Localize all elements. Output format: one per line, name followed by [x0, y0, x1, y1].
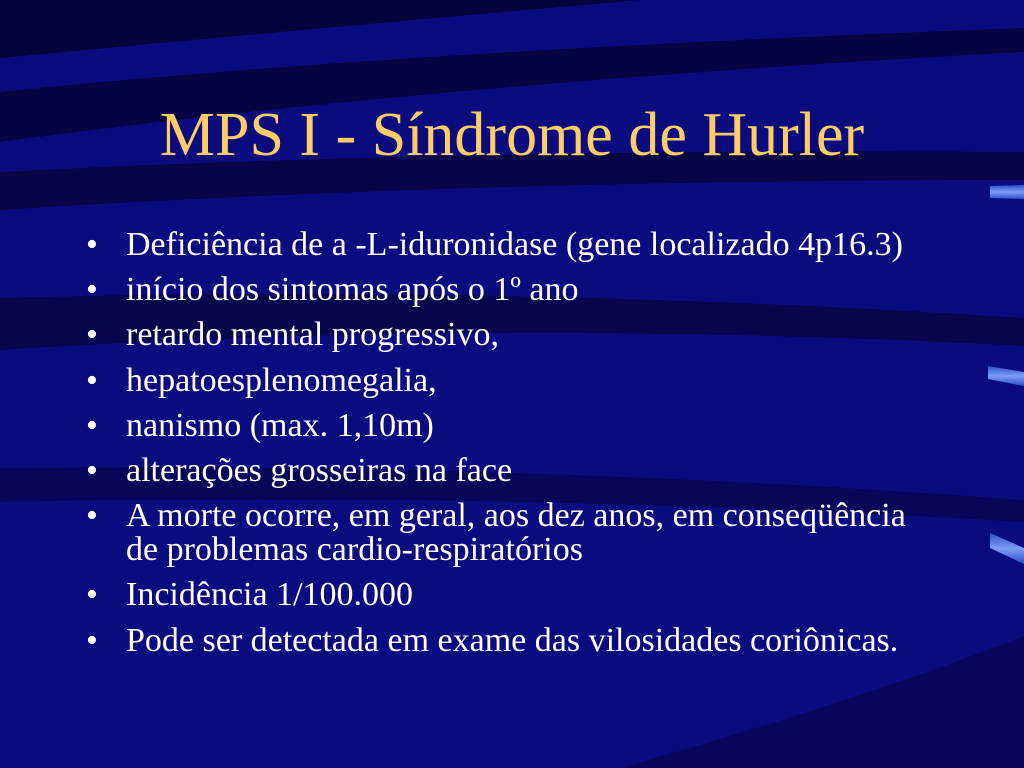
bullet-text: A morte ocorre, em geral, aos dez anos, em conseqüência de problemas cardio-respiratórios: [126, 497, 906, 569]
bullet-text: retardo mental progressivo,: [126, 316, 499, 354]
bullet-item: [0, 228, 1024, 262]
bullet-text: alterações grosseiras na face: [126, 451, 513, 489]
bullet-item: [0, 273, 1024, 307]
bullet-marker: •: [86, 406, 98, 444]
bullet-marker: •: [86, 621, 98, 659]
bullet-marker: •: [86, 576, 98, 614]
bullet-marker: •: [86, 361, 98, 399]
bullet-marker: •: [86, 497, 98, 535]
bullet-text: nanismo (max. 1,10m): [126, 406, 434, 444]
slide-title: MPS I - Síndrome de Hurler: [159, 101, 865, 169]
bullet-text: início dos sintomas após o 1º ano: [126, 271, 579, 309]
bullet-item: [0, 621, 1024, 659]
bullet-item: [0, 318, 1024, 352]
bullet-text: Pode ser detectada em exame das vilosidades coriônicas.: [126, 621, 899, 659]
bullet-marker: •: [86, 451, 98, 489]
bullet-marker: •: [86, 271, 98, 309]
bullet-item: [0, 578, 1024, 612]
bullet-marker: •: [86, 226, 98, 263]
bullet-text: Deficiência de a -L-iduronidase (gene localizado 4p16.3): [126, 226, 903, 263]
bullet-item: [0, 406, 1024, 444]
bullet-item: [0, 361, 1024, 399]
bullet-text: Incidência 1/100.000: [126, 576, 414, 614]
bullet-text: hepatoesplenomegalia,: [126, 361, 437, 399]
bullet-list: [0, 228, 1024, 658]
bullet-item: [0, 451, 1024, 489]
bullet-item: [0, 499, 1024, 567]
accent-stripe: [990, 185, 1024, 199]
bullet-marker: •: [86, 316, 98, 354]
